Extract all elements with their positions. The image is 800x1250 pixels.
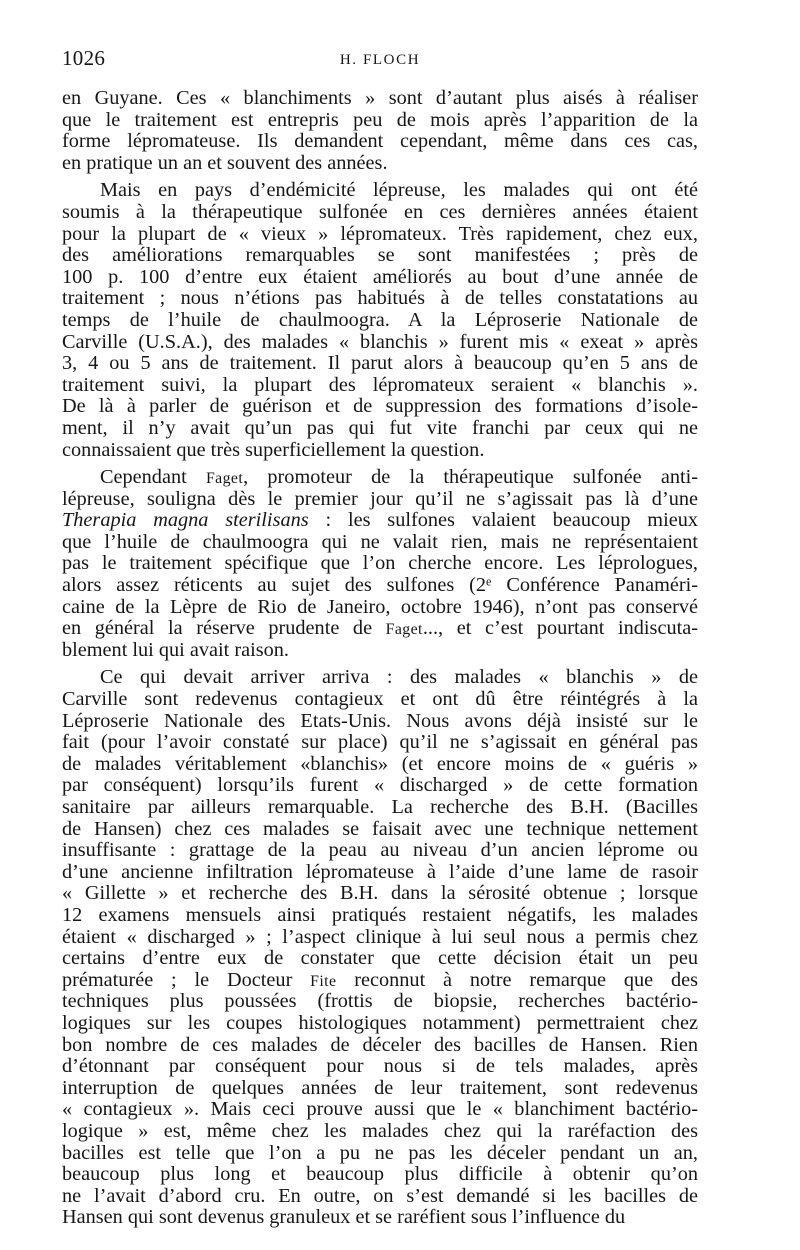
text-segment: d’étonnant par conséquent pour nous si de tels malades, après (62, 1055, 698, 1078)
text-line (62, 532, 698, 554)
text-line (62, 689, 698, 711)
text-line (62, 245, 698, 267)
text-segment: Therapia magna sterilisans (62, 509, 309, 532)
text-segment: blement lui qui avait raison. (62, 638, 289, 661)
text-line (62, 332, 698, 354)
text-segment: Léproserie Nationale des Etats-Unis. Nous avons déjà insisté sur le (62, 709, 698, 732)
text-line (62, 1099, 698, 1121)
text-line (62, 883, 698, 905)
text-segment: bacilles est telle que l’on a pu ne pas les déceler pendant un an, (62, 1141, 698, 1164)
text-segment: beaucoup plus long et beaucoup plus difficile à obtenir qu’on (62, 1163, 698, 1186)
text-segment: logique » est, même chez les malades chez qui la raréfaction des (62, 1119, 698, 1142)
text-line (62, 1121, 698, 1143)
text-segment: 100 p. 100 d’entre eux étaient améliorés au bout d’une année de (62, 265, 698, 288)
text-line (62, 310, 698, 332)
text-segment: Cependant (100, 466, 206, 489)
text-segment: « contagieux ». Mais ceci prouve aussi que le « blanchiment bactério- (62, 1098, 698, 1121)
text-segment: De là à parler de guérison et de suppression des formations d’isole- (62, 395, 698, 418)
text-line (62, 88, 698, 110)
text-segment: ment, il n’y avait qu’un pas qui fut vite franchi par ceux qui ne (62, 416, 698, 439)
text-line (62, 224, 698, 246)
text-segment: : les sulfones valaient beaucoup mieux (308, 509, 698, 532)
text-segment: prématurée ; le Docteur (62, 968, 311, 991)
text-line (62, 991, 698, 1013)
text-line (62, 553, 698, 575)
text-segment: des améliorations remarquables se sont manifestées ; près de (62, 244, 698, 267)
text-segment: techniques plus poussées (frottis de biopsie, recherches bactério- (62, 990, 698, 1013)
text-line (62, 131, 698, 153)
text-line (62, 353, 698, 375)
text-line (62, 711, 698, 733)
text-segment: en Guyane. Ces « blanchiments » sont d’autant plus aisés à réaliser (62, 87, 698, 109)
text-line (62, 732, 698, 754)
text-line (62, 819, 698, 841)
text-segment: , promoteur de la thérapeutique sulfonée anti- (243, 466, 698, 489)
text-segment: Hansen qui sont devenus granuleux et se raréfient sous l’influence du (62, 1206, 626, 1229)
text-line (62, 110, 698, 132)
page-number: 1026 (62, 46, 106, 70)
text-line (62, 862, 698, 884)
text-segment: Conférence Panaméri- (491, 574, 698, 597)
body-text (62, 88, 698, 1235)
text-segment: pour la plupart de « vieux » lépromateux. Très rapidement, chez eux, (62, 222, 698, 245)
text-segment: insuffisante : grattage de la peau au niveau d’un ancien léprome ou (62, 839, 698, 862)
text-segment: traitement ; nous n’étions pas habitués à de telles constatations au (62, 287, 698, 310)
text-line (62, 1186, 698, 1208)
text-line (62, 797, 698, 819)
text-segment: temps de l’huile de chaulmoogra. A la Léproserie Nationale de (62, 308, 698, 331)
text-segment: logiques sur les coupes histologiques notamment) permettraient chez (62, 1011, 698, 1034)
text-segment: soumis à la thérapeutique sulfonée en ces dernières années étaient (62, 200, 698, 223)
text-segment: 12 examens mensuels ainsi pratiqués restaient négatifs, les malades (62, 903, 698, 926)
text-line (62, 970, 698, 992)
text-line (62, 618, 698, 640)
text-line (62, 418, 698, 440)
text-segment: forme lépromateuse. Ils demandent cependant, même dans ces cas, (62, 130, 698, 153)
text-line (62, 840, 698, 862)
paragraph (62, 88, 698, 174)
text-segment: reconnut à notre remarque que des (336, 968, 698, 991)
text-line (62, 667, 698, 689)
text-segment: en général la réserve prudente de (62, 617, 386, 640)
text-segment: 3, 4 ou 5 ans de traitement. Il parut alors à beaucoup qu’en 5 ans de (62, 352, 698, 375)
text-line (62, 927, 698, 949)
text-segment: e (486, 574, 492, 589)
text-segment: de malades véritablement «blanchis» (et encore moins de « guéris » (62, 752, 698, 775)
text-segment: fait (pour l’avoir constaté sur place) qu’il ne s’agissait en général pas (62, 731, 698, 754)
text-segment: d’une ancienne infiltration lépromateuse à l’aide d’une lame de rasoir (62, 860, 698, 883)
text-line (62, 1056, 698, 1078)
text-segment: alors assez réticents au sujet des sulfones (2 (62, 574, 487, 597)
text-line (62, 202, 698, 224)
text-line (62, 440, 698, 462)
text-segment: Fite (310, 972, 337, 990)
page-header (62, 46, 698, 74)
text-segment: que le traitement est entrepris peu de mois après l’apparition de la (62, 108, 698, 131)
text-line (62, 775, 698, 797)
text-segment: Mais en pays d’endémicité lépreuse, les malades qui ont été (100, 179, 698, 202)
text-line (62, 640, 698, 662)
text-segment: certains d’entre eux de constater que cette décision était un peu (62, 947, 698, 970)
text-line (62, 1078, 698, 1100)
text-line (62, 180, 698, 202)
text-segment: lépreuse, souligna dès le premier jour qu’il ne s’agissait pas là d’une (62, 487, 698, 510)
text-segment: Ce qui devait arriver arriva : des malades « blanchis » de (100, 666, 698, 689)
text-line (62, 510, 698, 532)
text-segment: de Hansen) chez ces malades se faisait avec une technique nettement (62, 817, 698, 840)
text-line (62, 153, 698, 175)
paragraph (62, 180, 698, 461)
text-line (62, 375, 698, 397)
text-line (62, 1143, 698, 1165)
text-line (62, 267, 698, 289)
text-segment: connaissaient que très superficiellement la question. (62, 438, 485, 461)
running-head-author: H. FLOCH (339, 52, 421, 68)
text-segment: pas le traitement spécifique que l’on cherche encore. Les léprologues, (62, 552, 698, 575)
text-segment: étaient « discharged » ; l’aspect clinique à lui seul nous a permis chez (62, 925, 698, 948)
text-line (62, 905, 698, 927)
paragraph (62, 667, 698, 1228)
text-segment: ..., et c’est pourtant indiscuta- (422, 617, 698, 640)
text-segment: traitement suivi, la plupart des lépromateux seraient « blanchis ». (62, 373, 698, 396)
text-segment: par conséquent) lorsqu’ils furent « discharged » de cette formation (62, 774, 698, 797)
text-segment: interruption de quelques années de leur traitement, sont redevenus (62, 1076, 698, 1099)
text-segment: ne l’avait d’abord cru. En outre, on s’est demandé si les bacilles de (62, 1184, 698, 1207)
text-line (62, 396, 698, 418)
text-line (62, 467, 698, 489)
text-segment: que l’huile de chaulmoogra qui ne valait rien, mais ne représentaient (62, 530, 698, 553)
paragraph (62, 467, 698, 661)
text-line (62, 489, 698, 511)
text-line (62, 754, 698, 776)
text-segment: Faget (385, 621, 423, 639)
text-line (62, 575, 698, 597)
text-segment: en pratique un an et souvent des années. (62, 151, 388, 174)
text-line (62, 1164, 698, 1186)
text-segment: Carville (U.S.A.), des malades « blanchis » furent mis « exeat » après (62, 330, 698, 353)
text-segment: Carville sont redevenus contagieux et ont dû être réintégrés à la (62, 688, 698, 711)
text-segment: bon nombre de ces malades de déceler des bacilles de Hansen. Rien (62, 1033, 698, 1056)
text-line (62, 948, 698, 970)
text-line (62, 1035, 698, 1057)
text-line (62, 1013, 698, 1035)
text-segment: sanitaire par ailleurs remarquable. La recherche des B.H. (Bacilles (62, 796, 698, 818)
text-segment: caine de la Lèpre de Rio de Janeiro, octobre 1946), n’ont pas conservé (62, 595, 698, 618)
text-segment: Faget (205, 470, 244, 488)
text-line (62, 1207, 698, 1229)
text-line (62, 597, 698, 619)
text-line (62, 288, 698, 310)
text-segment: « Gillette » et recherche des B.H. dans la sérosité obtenue ; lorsque (62, 882, 698, 905)
